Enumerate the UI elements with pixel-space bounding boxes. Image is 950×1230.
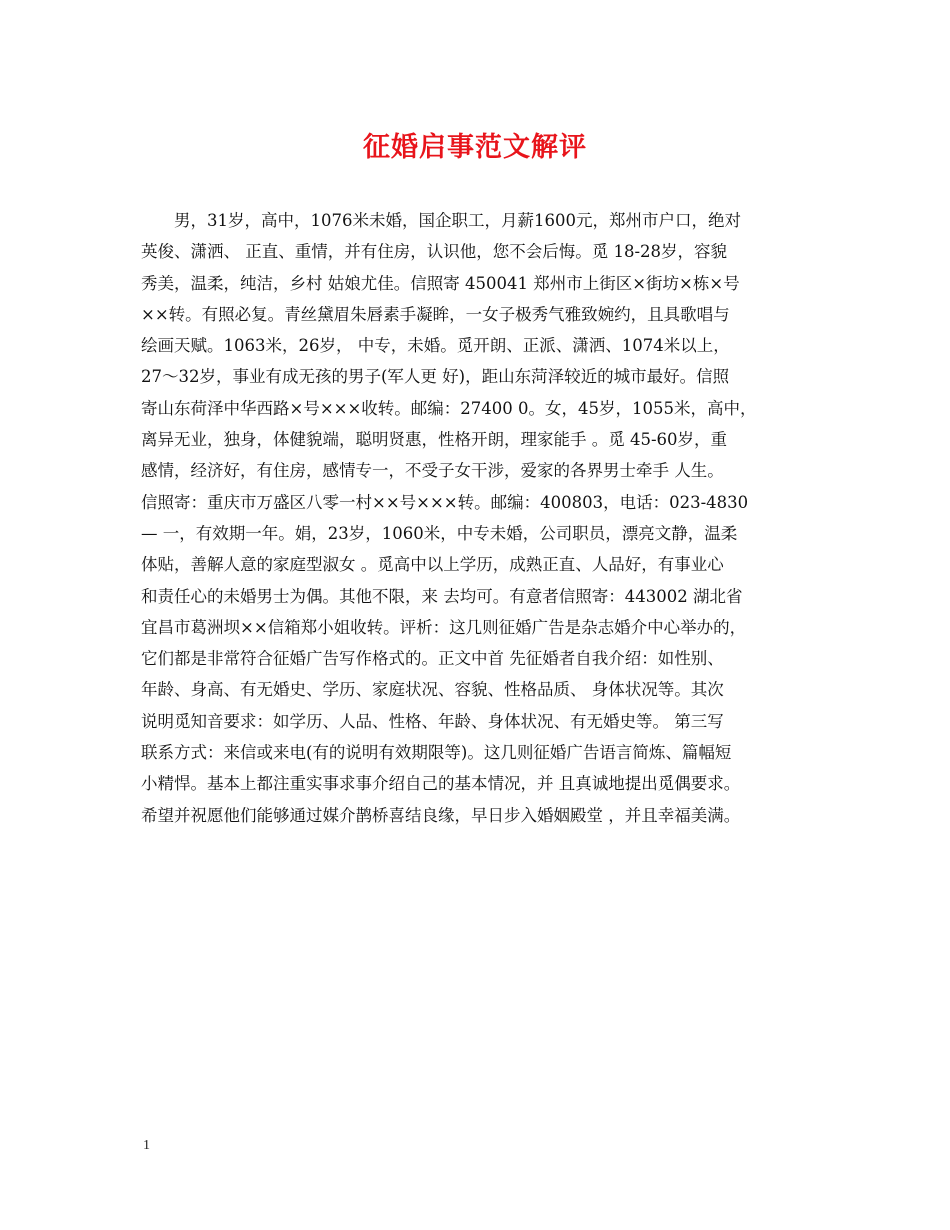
body-line: 感情，经济好，有住房，感情专一，不受子女干涉，爱家的各界男士牵手 人生。 — [141, 461, 724, 481]
document-body — [141, 205, 831, 831]
body-line: 寄山东荷泽中华西路×号×××收转。邮编：27400 0。女，45岁，1055米，高中， — [141, 398, 757, 418]
body-line: 小精悍。基本上都注重实事求事介绍自己的基本情况，并 且真诚地提出觅偶要求。 — [141, 774, 741, 794]
body-line: 宜昌市葛洲坝××信箱郑小姐收转。评析：这几则征婚广告是杂志婚介中心举办的， — [141, 617, 747, 637]
body-line: 秀美，温柔，纯洁，乡村 姑娘尤佳。信照寄 450041 郑州市上街区×街坊×栋×号 — [141, 273, 740, 293]
body-line: 信照寄：重庆市万盛区八零一村××号×××转。邮编：400803，电话：023-4830 — [141, 492, 749, 512]
body-line: 年龄、身高、有无婚史、学历、家庭状况、容貌、性格品质、 身体状况等。其次 — [141, 680, 724, 700]
body-line: 英俊、潇洒、 正直、重情，并有住房，认识他，您不会后悔。觅 18-28岁，容貌 — [141, 242, 728, 262]
body-line: 绘画天赋。1063米，26岁， 中专，未婚。觅开朗、正派、潇洒、1074米以上， — [141, 336, 730, 356]
body-line: 它们都是非常符合征婚广告写作格式的。正文中首 先征婚者自我介绍：如性别、 — [141, 649, 724, 669]
body-line: 体贴，善解人意的家庭型淑女 。觅高中以上学历，成熟正直、人品好，有事业心 — [141, 555, 724, 575]
body-line: 希望并祝愿他们能够通过媒介鹊桥喜结良缘，早日步入婚姻殿堂 ，并且幸福美满。 — [141, 805, 741, 825]
body-line: 男，31岁，高中，1076米未婚，国企职工，月薪1600元，郑州市户口，绝对 — [174, 211, 741, 230]
body-line: 和责任心的未婚男士为偶。其他不限，来 去均可。有意者信照寄：443002 湖北省 — [141, 586, 743, 606]
document-title: 征婚启事范文解评 — [363, 132, 587, 163]
body-line: 离异无业，独身，体健貌端，聪明贤惠，性格开朗，理家能手 。觅 45-60岁，重 — [141, 430, 728, 450]
body-line: — 一，有效期一年。娟，23岁，1060米，中专未婚，公司职员，漂亮文静，温柔 — [141, 523, 738, 543]
body-line: 联系方式：来信或来电(有的说明有效期限等)。这几则征婚广告语言简炼、篇幅短 — [141, 743, 732, 763]
body-line: ××转。有照必复。青丝黛眉朱唇素手凝眸，一女子极秀气雅致婉约，且具歌唱与 — [141, 304, 730, 324]
body-line: 27～32岁，事业有成无孩的男子(军人更 好)，距山东菏泽较近的城市最好。信照 — [141, 367, 730, 387]
body-line: 说明觅知音要求：如学历、人品、性格、年龄、身体状况、有无婚史等。 第三写 — [141, 711, 724, 731]
page-number: 1 — [143, 1138, 150, 1153]
